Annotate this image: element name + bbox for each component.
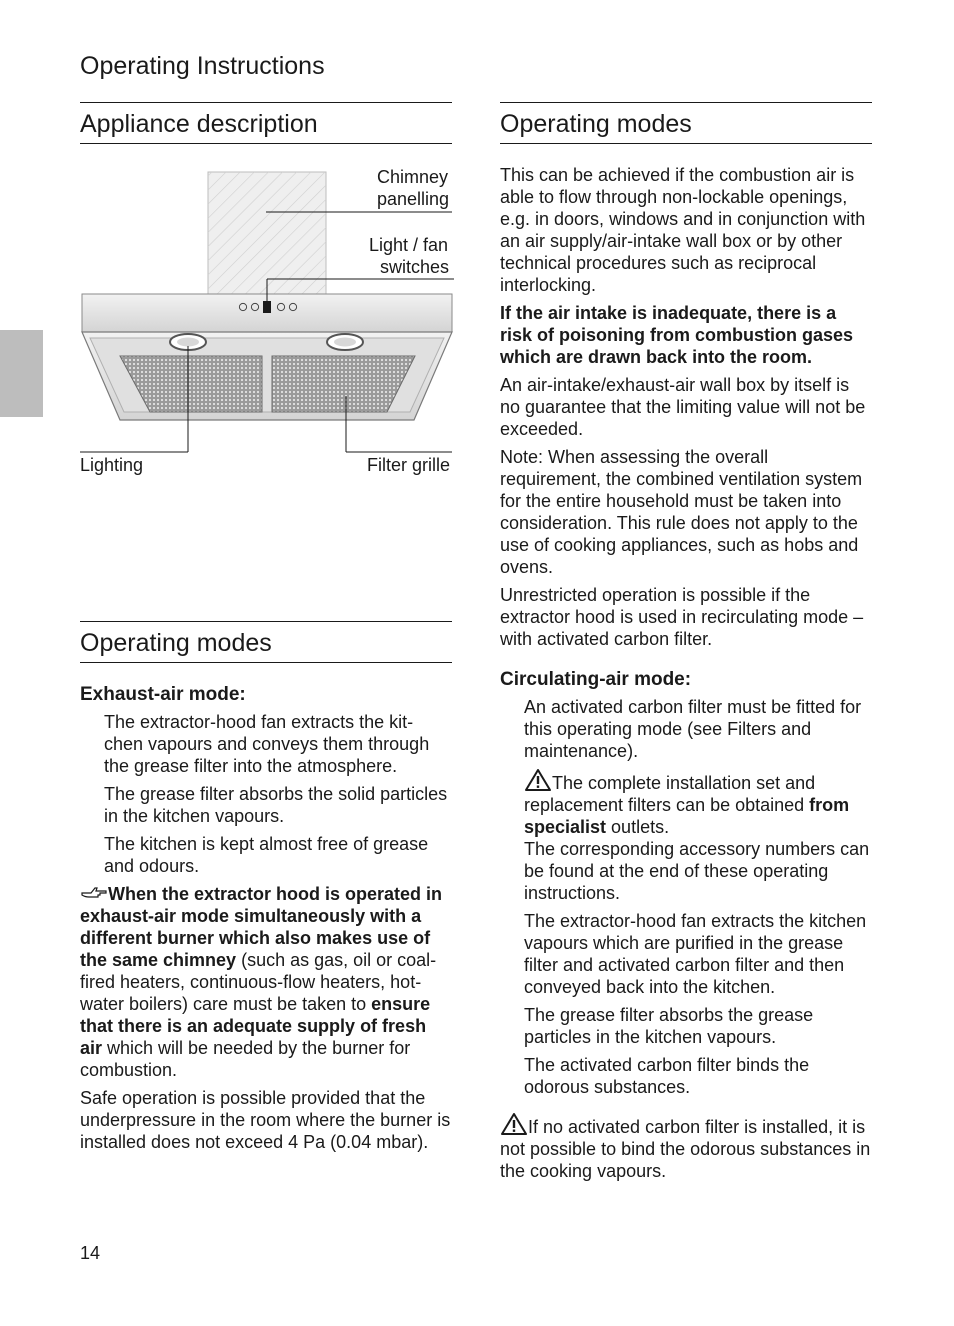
page-header: Operating Instructions [80,52,325,80]
exhaust-air-mode-heading: Exhaust-air mode: [80,684,246,705]
side-tab-marker [0,330,43,417]
chimney-warning-text-1: (such as gas, oil or coal-fired heaters, continuous-flow heaters, hot-water boilers) care must be taken to [80,950,437,1014]
exhaust-paragraph-1: The extractor-hood fan extracts the kit-chen vapours and conveys them through the grease filter into the atmosphere. [104,712,430,776]
label-chimney-panelling-line2: panelling [377,189,450,209]
appliance-description-heading: Appliance description [80,102,452,144]
chimney-warning-paragraph [80,883,452,1081]
warning-triangle-icon [524,768,552,792]
circulating-paragraph-1: An activated carbon filter must be fitted for this operating mode (see Filters and maintenance). [524,697,862,761]
installation-set-warning-paragraph [500,768,872,838]
poisoning-warning-bold: If the air intake is inadequate, there is a risk of poisoning from combustion gases which are drawn back into the room. [500,303,854,367]
page-number: 14 [80,1243,101,1263]
installation-set-bold: from specialist [524,795,850,837]
poisoning-warning-paragraph [500,302,872,368]
operating-modes-heading-left: Operating modes [80,621,452,663]
no-carbon-filter-text: If no activated carbon filter is installed, it is not possible to bind the odorous substances in the cooking vapours. [500,1117,871,1181]
label-light-fan-switches-line1: Light / fan [369,235,449,255]
extractor-hood-illustration [80,162,454,482]
right-column [500,102,872,1182]
installation-set-text-1: The complete installation set and replacement filters can be obtained [524,773,816,815]
label-filter-grille: Filter grille [367,455,451,475]
warning-triangle-icon [500,1112,528,1136]
safe-operation-paragraph: Safe operation is possible provided that the underpressure in the room where the burner is installed does not exceed 4 Pa (0.04 mbar). [80,1088,451,1152]
operating-modes-heading-right: Operating modes [500,102,872,144]
chimney-warning-bold-2: ensure that there is an adequate supply of fresh air [80,994,431,1058]
exhaust-paragraph-3: The kitchen is kept almost free of grease and odours. [104,834,429,876]
circulating-paragraph-4: The activated carbon filter binds the odorous substances. [524,1055,810,1097]
combustion-air-paragraph: This can be achieved if the combustion air is able to flow through non-lockable openings, e.g. in doors, windows and in conjunction with an air supply/air-intake wall box or by other technical procedures such as reciprocal interlocking. [500,165,866,295]
circulating-paragraph-3: The grease filter absorbs the grease particles in the kitchen vapours. [524,1005,814,1047]
left-operating-modes-block [80,621,452,1153]
installation-set-text-2: outlets. [606,817,670,837]
chimney-warning-text-2: which will be needed by the burner for combustion. [80,1038,411,1080]
note-paragraph: Note: When assessing the overall requirement, the combined ventilation system for the entire household must be taken into consideration. This rule does not apply to the use of cooking appliances, such as hobs and ovens. [500,447,863,577]
left-column [80,102,452,1152]
no-carbon-filter-warning-paragraph [500,1112,872,1182]
unrestricted-operation-paragraph: Unrestricted operation is possible if the extractor hood is used in recirculating mode – with activated carbon filter. [500,585,864,649]
exhaust-paragraph-2: The grease filter absorbs the solid particles in the kitchen vapours. [104,784,448,826]
pointing-hand-icon [80,883,108,899]
label-light-fan-switches-line2: switches [380,257,450,277]
label-chimney-panelling-line1: Chimney [377,167,449,187]
chimney-warning-bold-1: When the extractor hood is operated in exhaust-air mode simultaneously with a different burner which also makes use of the same chimney [80,884,443,970]
circulating-paragraph-2: The extractor-hood fan extracts the kitchen vapours which are purified in the grease filter and activated carbon filter and then conveyed back into the kitchen. [524,911,867,997]
wall-box-paragraph: An air-intake/exhaust-air wall box by itself is no guarantee that the limiting value will not be exceeded. [500,375,866,439]
accessory-numbers-paragraph: The corresponding accessory numbers can be found at the end of these operating instructions. [524,839,870,903]
label-lighting: Lighting [80,455,144,475]
appliance-diagram [80,162,454,482]
circulating-air-mode-heading: Circulating-air mode: [500,669,692,690]
